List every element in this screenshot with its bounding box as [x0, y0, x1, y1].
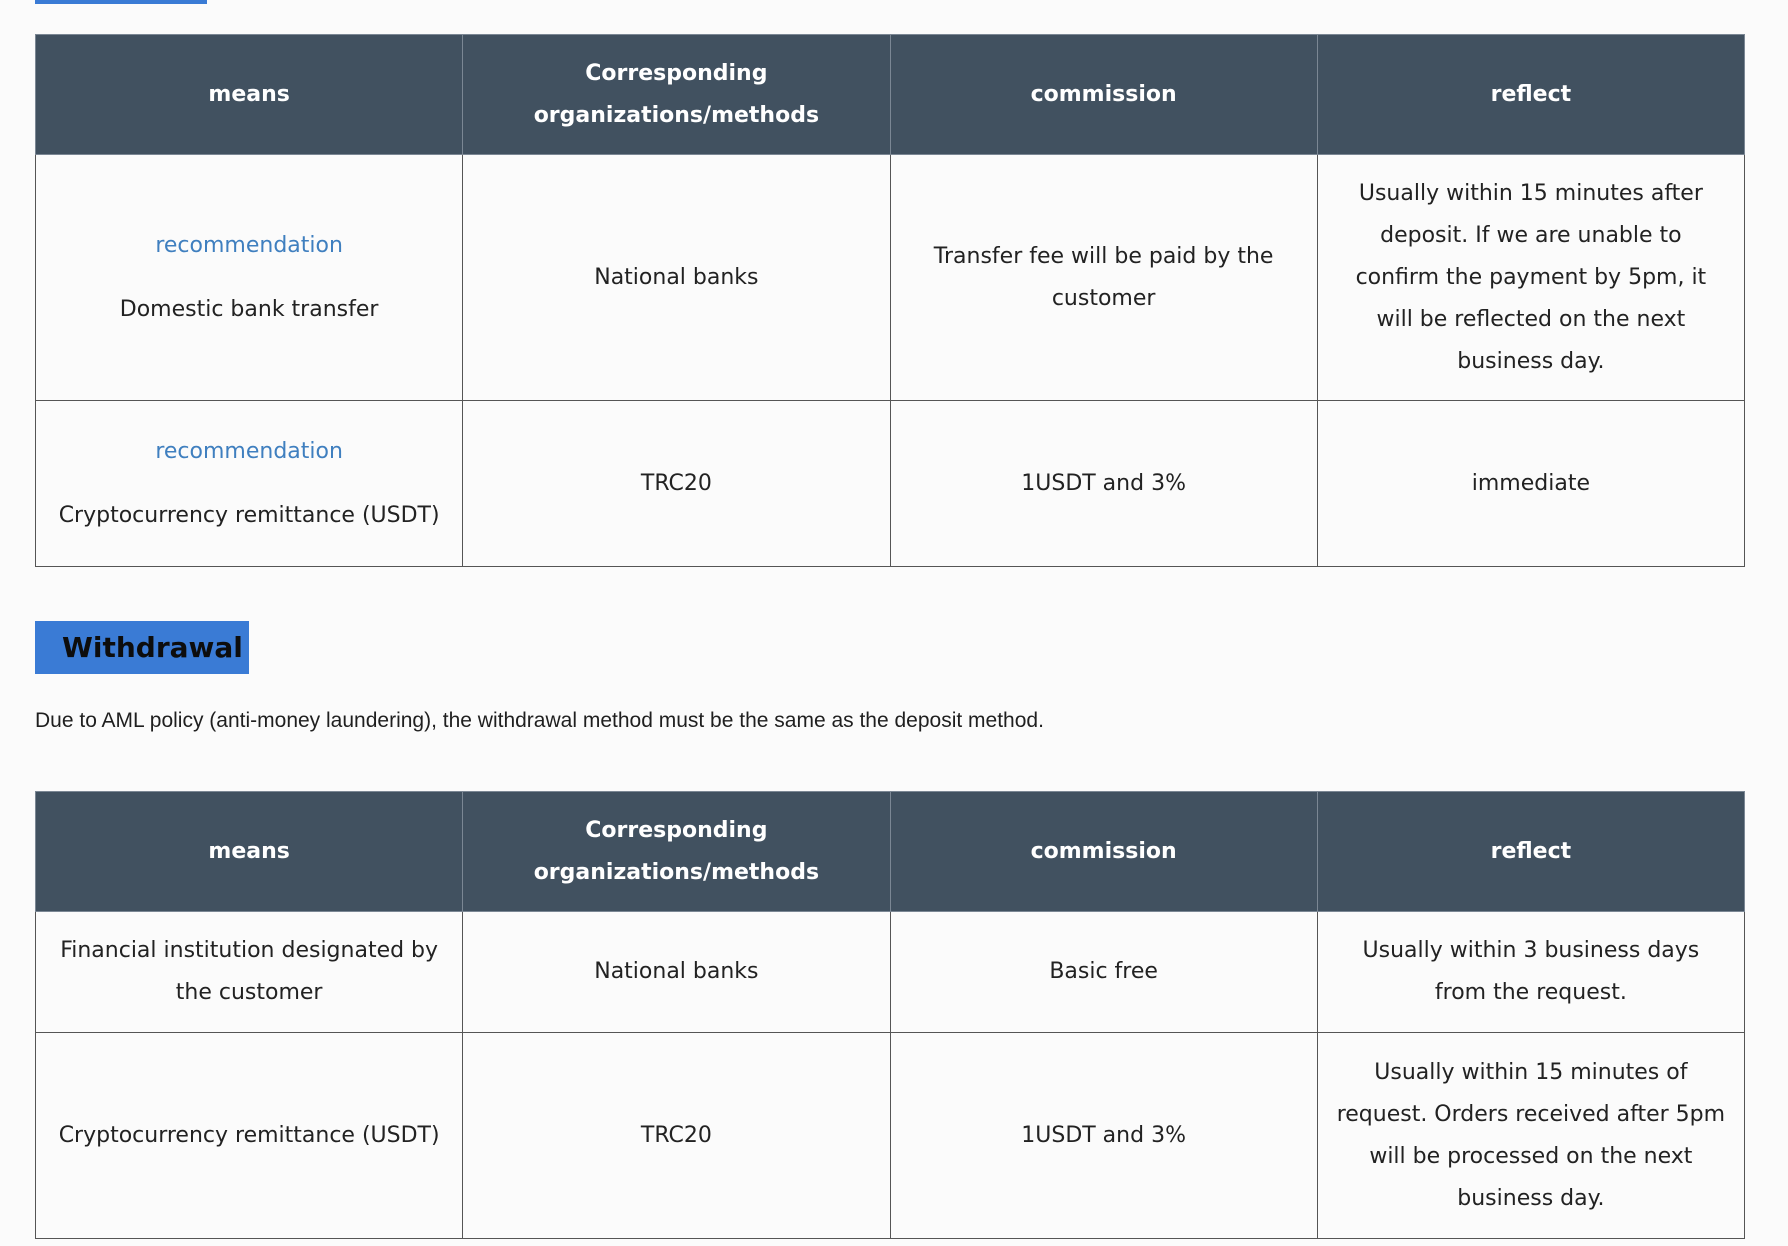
means-cell — [36, 155, 463, 401]
withdrawal-methods-table — [35, 791, 1745, 1239]
recommendation-label: recommendation — [155, 232, 343, 258]
table-row — [36, 155, 1745, 401]
reflect-cell: Usually within 3 business days from the request. — [1317, 912, 1744, 1033]
reflect-cell: Usually within 15 minutes of request. Orders received after 5pm will be processed on the next business day. — [1317, 1033, 1744, 1239]
column-header-reflect: reflect — [1317, 35, 1744, 155]
organizations-cell: National banks — [463, 912, 890, 1033]
means-text: Cryptocurrency remittance (USDT) — [58, 502, 440, 528]
recommendation-label: recommendation — [155, 438, 343, 464]
top-accent-bar — [35, 0, 207, 4]
means-text: Domestic bank transfer — [119, 296, 379, 322]
reflect-cell: Usually within 15 minutes after deposit. If we are unable to confirm the payment by 5pm, it will be reflected on the next business day. — [1317, 155, 1744, 401]
commission-cell: 1USDT and 3% — [890, 1033, 1317, 1239]
withdrawal-section-heading: Withdrawal — [35, 621, 249, 674]
column-header-organizations: Corresponding organizations/methods — [463, 792, 890, 912]
means-cell — [36, 401, 463, 567]
table-row — [36, 912, 1745, 1033]
column-header-means: means — [36, 35, 463, 155]
means-cell: Cryptocurrency remittance (USDT) — [36, 1033, 463, 1239]
table-row — [36, 401, 1745, 567]
table-row — [36, 1033, 1745, 1239]
commission-cell: Transfer fee will be paid by the customer — [890, 155, 1317, 401]
deposit-methods-table — [35, 34, 1745, 567]
reflect-cell: immediate — [1317, 401, 1744, 567]
table-header-row — [36, 792, 1745, 912]
means-cell: Financial institution designated by the customer — [36, 912, 463, 1033]
column-header-organizations: Corresponding organizations/methods — [463, 35, 890, 155]
table-header-row — [36, 35, 1745, 155]
column-header-reflect: reflect — [1317, 792, 1744, 912]
organizations-cell: TRC20 — [463, 401, 890, 567]
organizations-cell: National banks — [463, 155, 890, 401]
aml-policy-note: Due to AML policy (anti-money laundering), the withdrawal method must be the same as the deposit method. — [35, 709, 1044, 732]
commission-cell: 1USDT and 3% — [890, 401, 1317, 567]
column-header-commission: commission — [890, 35, 1317, 155]
column-header-means: means — [36, 792, 463, 912]
column-header-commission: commission — [890, 792, 1317, 912]
commission-cell: Basic free — [890, 912, 1317, 1033]
organizations-cell: TRC20 — [463, 1033, 890, 1239]
